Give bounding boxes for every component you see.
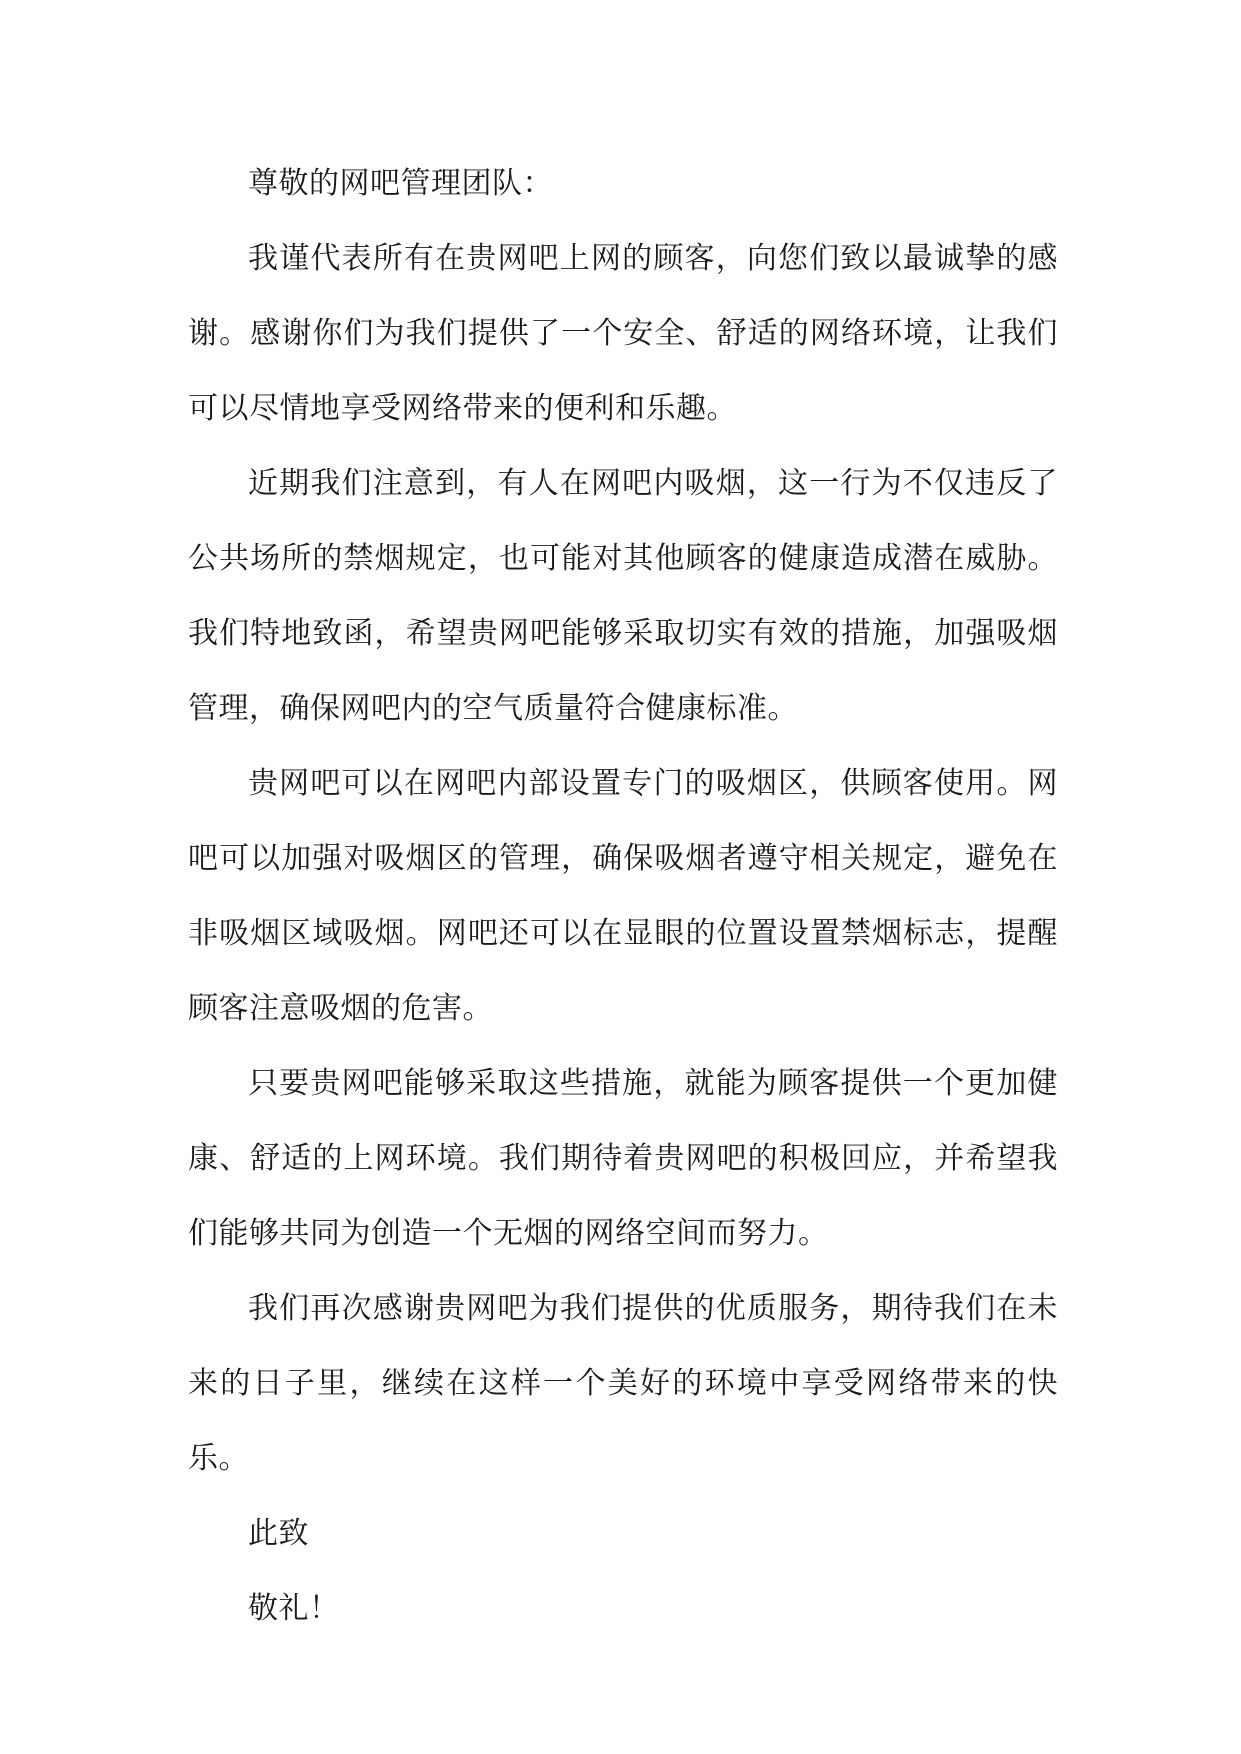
letter-body <box>188 146 1058 1646</box>
salutation: 尊敬的网吧管理团队： <box>248 166 553 201</box>
paragraph-suggestions: 贵网吧可以在网吧内部设置专门的吸烟区，供顾客使用。网吧可以加强对吸烟区的管理，确保吸烟者遵守相关规定，避免在非吸烟区域吸烟。网吧还可以在显眼的位置设置禁烟标志，提醒顾客注意吸烟的危害。 <box>188 766 1058 1026</box>
closing-cizhi: 此致 <box>248 1516 309 1551</box>
paragraph-thanks: 我谨代表所有在贵网吧上网的顾客，向您们致以最诚挚的感谢。感谢你们为我们提供了一个安全、舒适的网络环境，让我们可以尽情地享受网络带来的便利和乐趣。 <box>188 241 1058 426</box>
closing-jingli: 敬礼！ <box>248 1591 340 1626</box>
paragraph-closing-thanks: 我们再次感谢贵网吧为我们提供的优质服务，期待我们在未来的日子里，继续在这样一个美好的环境中享受网络带来的快乐。 <box>188 1291 1058 1476</box>
paragraph-smoking-issue: 近期我们注意到，有人在网吧内吸烟，这一行为不仅违反了公共场所的禁烟规定，也可能对其他顾客的健康造成潜在威胁。我们特地致函，希望贵网吧能够采取切实有效的措施，加强吸烟管理，确保网吧内的空气质量符合健康标准。 <box>188 466 1058 726</box>
paragraph-expectation: 只要贵网吧能够采取这些措施，就能为顾客提供一个更加健康、舒适的上网环境。我们期待着贵网吧的积极回应，并希望我们能够共同为创造一个无烟的网络空间而努力。 <box>188 1066 1058 1251</box>
